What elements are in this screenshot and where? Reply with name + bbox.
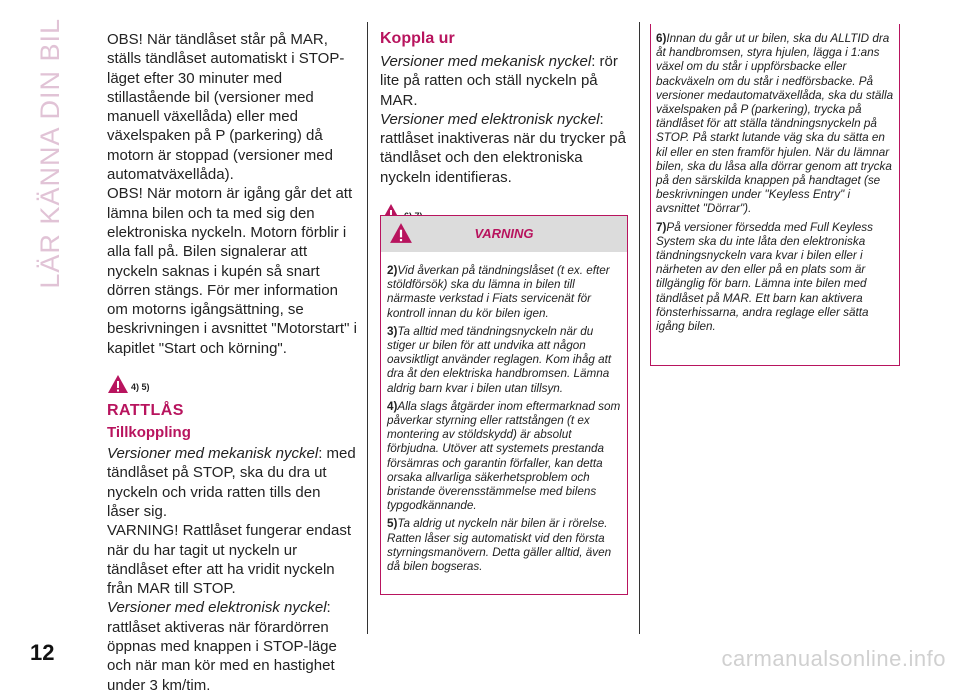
note-text: Ta alltid med tändningsnyckeln när du stiger ur bilen för att undvika att någon oavsiktligt använder reglagen. Kom ihåg att dra åt den elektriska handbromsen. Lämna aldrig barn kvar i bilen utan tillsyn.: [387, 324, 612, 395]
column-divider-2: [639, 22, 640, 634]
col2-mech-text: : rör lite på ratten och ställ nyckeln på MAR.: [380, 53, 618, 109]
warning-note: [656, 32, 894, 217]
koppla-ur-body: [380, 52, 629, 187]
warning-note: [656, 221, 894, 335]
mech-key-paragraph: [107, 444, 357, 521]
col2-elec-label-line: [380, 110, 629, 129]
note-text: Vid åverkan på tändningslåset (t ex. efter stöldförsök) ska du lämna in bilen till närmaste verkstad i Fiats servicenät för kontroll innan du kör bilen igen.: [387, 264, 610, 320]
elec-key-text: rattlåset aktiveras när förardörren öppnas med knappen i STOP-läge och när man kör med en hastighet under 3 km/tim.: [107, 618, 337, 694]
chapter-side-title: [28, 18, 72, 289]
note-text: Innan du går ut ur bilen, ska du ALLTID dra åt handbromsen, styra hjulen, lägga i 1:ans växel om du står i uppförsbacke eller backväxeln om du står i nedförsbacke. På versioner medautomatväxellåda, ska du ställa växelspaken på P (parkering), trycka på tändlåset för att ställa tändningsnyckeln på STOP. På starkt lutande väg ska du sätta en kil eller en sten framför hjulen. När du lämnar bilen, ska du låsa alla dörrar genom att trycka på den särskilda knappen på handtaget (se beskrivningen under "Keyless Entry" i avsnittet "Dörrar").: [656, 32, 894, 216]
warning-refs: 4) 5): [131, 382, 150, 393]
warning-title: VARNING: [474, 226, 534, 241]
column-1: [107, 30, 357, 695]
varning-paragraph: VARNING! Rattlåset fungerar endast när du har tagit ut nyckeln ur tändlåset efter att ha vridit nyckeln från MAR till STOP.: [107, 522, 351, 598]
note-number: 5): [387, 517, 398, 531]
warning-reference: [107, 368, 357, 394]
col2-elec-colon: :: [599, 110, 604, 128]
note-number: 7): [656, 220, 667, 234]
note-number: 6): [656, 32, 667, 45]
col2-mech-label: Versioner med mekanisk nyckel: [380, 53, 592, 70]
note-number: 4): [387, 399, 398, 413]
note-text: Ta aldrig ut nyckeln när bilen är i rörelse. Ratten låser sig automatiskt vid den första styrningsmanövern. Detta gäller alltid, även då bilen bogseras.: [387, 517, 612, 574]
note-text: På versioner försedda med Full Keyless System ska du inte låta den elektroniska tändningsnyckeln vara kvar i bilen eller i närheten av den eller på en plats som är tillgänglig för barn. Lämna inte bilen med tändlåset på MAR. Ett barn kan aktivera fönsterhissarna, andra reglage eller sätta igång bilen.: [656, 220, 873, 334]
column-3: [650, 28, 900, 338]
col1-body: [107, 30, 357, 358]
tillkoppling-body: [107, 444, 357, 695]
chapter-title-text: LÄR KÄNNA DIN BIL: [34, 18, 65, 289]
elec-key-colon: :: [326, 599, 331, 617]
elec-key-label-line: [107, 598, 357, 617]
column-divider-1: [367, 22, 368, 634]
warning-note: [387, 325, 621, 396]
col2-mech-paragraph: [380, 52, 629, 110]
mech-key-label: Versioner med mekanisk nyckel: [107, 445, 319, 463]
elec-key-label: Versioner med elektronisk nyckel: [107, 599, 327, 617]
obs-paragraph-1: OBS! När tändlåset står på MAR, ställs tändlåset automatiskt i STOP-läget efter 30 minuter med stillastående bil (versioner med manuell växellåda) eller med växelspaken på P (parkering) då motorn är stoppad (versioner med automatväxellåda).: [107, 31, 345, 184]
warning-note: [387, 517, 621, 574]
mech-key-text: : med tändlåset på STOP, ska du dra ut nyckeln och vrida ratten tills den låser sig.: [107, 445, 356, 520]
col3-notes: [650, 28, 900, 334]
note-text: Alla slags åtgärder inom eftermarknad som påverkar styrning eller rattstången (t ex montering av stöldskydd) är absolut förbjudna. Utöver att systemets prestanda försämras och garantin förfaller, kan detta orsaka allvarliga säkerhetsproblem och bristande överensstämmelse med bilens typgodkännande.: [387, 399, 621, 513]
column-2: [380, 30, 629, 227]
koppla-ur-heading: Koppla ur: [380, 30, 455, 47]
rattlas-heading: RATTLÅS: [107, 402, 184, 420]
obs-paragraph-2: OBS! När motorn är igång går det att lämna bilen och ta med sig den elektroniska nyckeln. Motorn förblir i alla fall på. Bilen signalerar att nyckeln saknas i kupén så snart dörren stängs. För mer information om motorns igångsättning, se beskrivningen i avsnittet "Motorstart" i kapitlet "Start och körning".: [107, 185, 357, 357]
warning-triangle-icon: [107, 374, 129, 394]
note-number: 3): [387, 324, 398, 338]
warning-box: [380, 215, 628, 595]
warning-body: [381, 252, 627, 574]
page-number: 12: [30, 640, 55, 665]
tillkoppling-heading: Tillkoppling: [107, 424, 191, 442]
col2-elec-text: rattlåset inaktiveras när du trycker på tändlåset och den elektroniska nyckeln identifieras.: [380, 130, 626, 186]
warning-note: [387, 264, 621, 321]
col2-elec-label: Versioner med elektronisk nyckel: [380, 110, 600, 128]
warning-note: [387, 400, 621, 514]
note-number: 2): [387, 264, 398, 277]
warning-header: [381, 216, 627, 252]
watermark: carmanualsonline.info: [721, 646, 946, 671]
